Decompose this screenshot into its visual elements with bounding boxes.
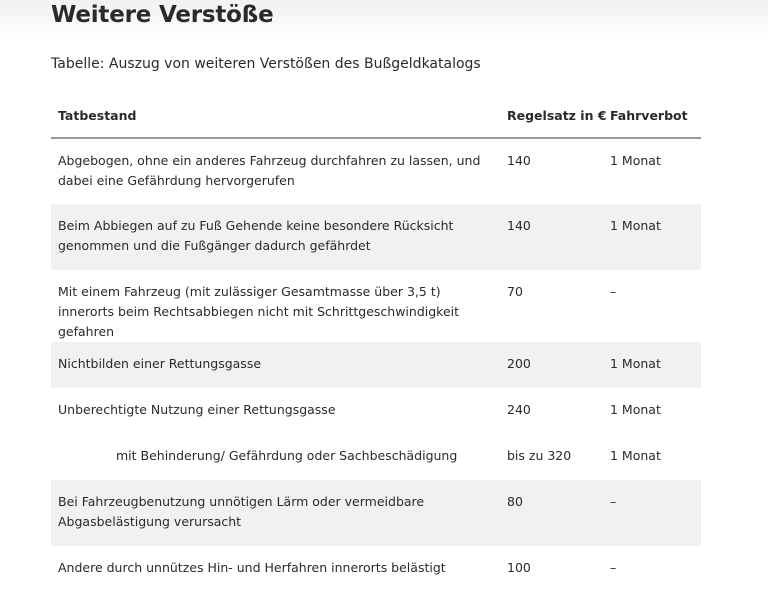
offense-cell: Abgebogen, ohne ein anderes Fahrzeug durchfahren zu lassen, und dabei eine Gefährdung hervorgerufen xyxy=(58,153,481,188)
table-caption: Tabelle: Auszug von weiteren Verstößen des Bußgeldkatalogs xyxy=(51,56,481,72)
ban-cell: – xyxy=(603,480,701,546)
offense-cell-sub: mit Behinderung/ Gefährdung oder Sachbeschädigung xyxy=(116,448,458,463)
ban-cell: – xyxy=(610,284,617,299)
offense-cell: Andere durch unnützes Hin- und Herfahren innerorts belästigt xyxy=(58,560,446,575)
ban-cell: 1 Monat xyxy=(603,342,701,388)
fine-cell: 140 xyxy=(507,153,531,168)
table-row xyxy=(51,388,701,434)
fine-cell: 80 xyxy=(500,480,603,546)
header-offense: Tatbestand xyxy=(51,94,500,138)
offense-cell: Unberechtigte Nutzung einer Rettungsgasse xyxy=(58,402,336,417)
table-header-row xyxy=(51,94,701,138)
table-row xyxy=(51,138,701,204)
section-heading: Weitere Verstöße xyxy=(51,2,274,28)
table-row xyxy=(51,270,701,342)
offense-cell: Nichtbilden einer Rettungsgasse xyxy=(51,342,500,388)
table-row xyxy=(51,342,701,388)
ban-cell: – xyxy=(610,560,617,575)
fine-cell: 70 xyxy=(507,284,523,299)
ban-cell: 1 Monat xyxy=(610,402,661,417)
table-row xyxy=(51,434,701,480)
offense-cell: Bei Fahrzeugbenutzung unnötigen Lärm oder vermeidbare Abgasbelästigung verursacht xyxy=(51,480,500,546)
header-ban: Fahrverbot xyxy=(603,94,701,138)
violations-table xyxy=(51,94,701,591)
offense-cell: Mit einem Fahrzeug (mit zulässiger Gesamtmasse über 3,5 t) innerorts beim Rechtsabbiegen nicht mit Schrittgeschwindigkeit gefahren xyxy=(58,284,460,339)
header-fine: Regelsatz in € xyxy=(500,94,603,138)
fine-cell: bis zu 320 xyxy=(507,448,572,463)
fine-cell: 200 xyxy=(500,342,603,388)
fine-cell: 140 xyxy=(500,204,603,270)
table-row xyxy=(51,546,701,591)
ban-cell: 1 Monat xyxy=(610,153,661,168)
fine-cell: 240 xyxy=(507,402,531,417)
ban-cell: 1 Monat xyxy=(603,204,701,270)
fine-cell: 100 xyxy=(507,560,531,575)
table-row xyxy=(51,480,701,546)
offense-cell: Beim Abbiegen auf zu Fuß Gehende keine besondere Rücksicht genommen und die Fußgänger dadurch gefährdet xyxy=(51,204,500,270)
table-row xyxy=(51,204,701,270)
ban-cell: 1 Monat xyxy=(610,448,661,463)
